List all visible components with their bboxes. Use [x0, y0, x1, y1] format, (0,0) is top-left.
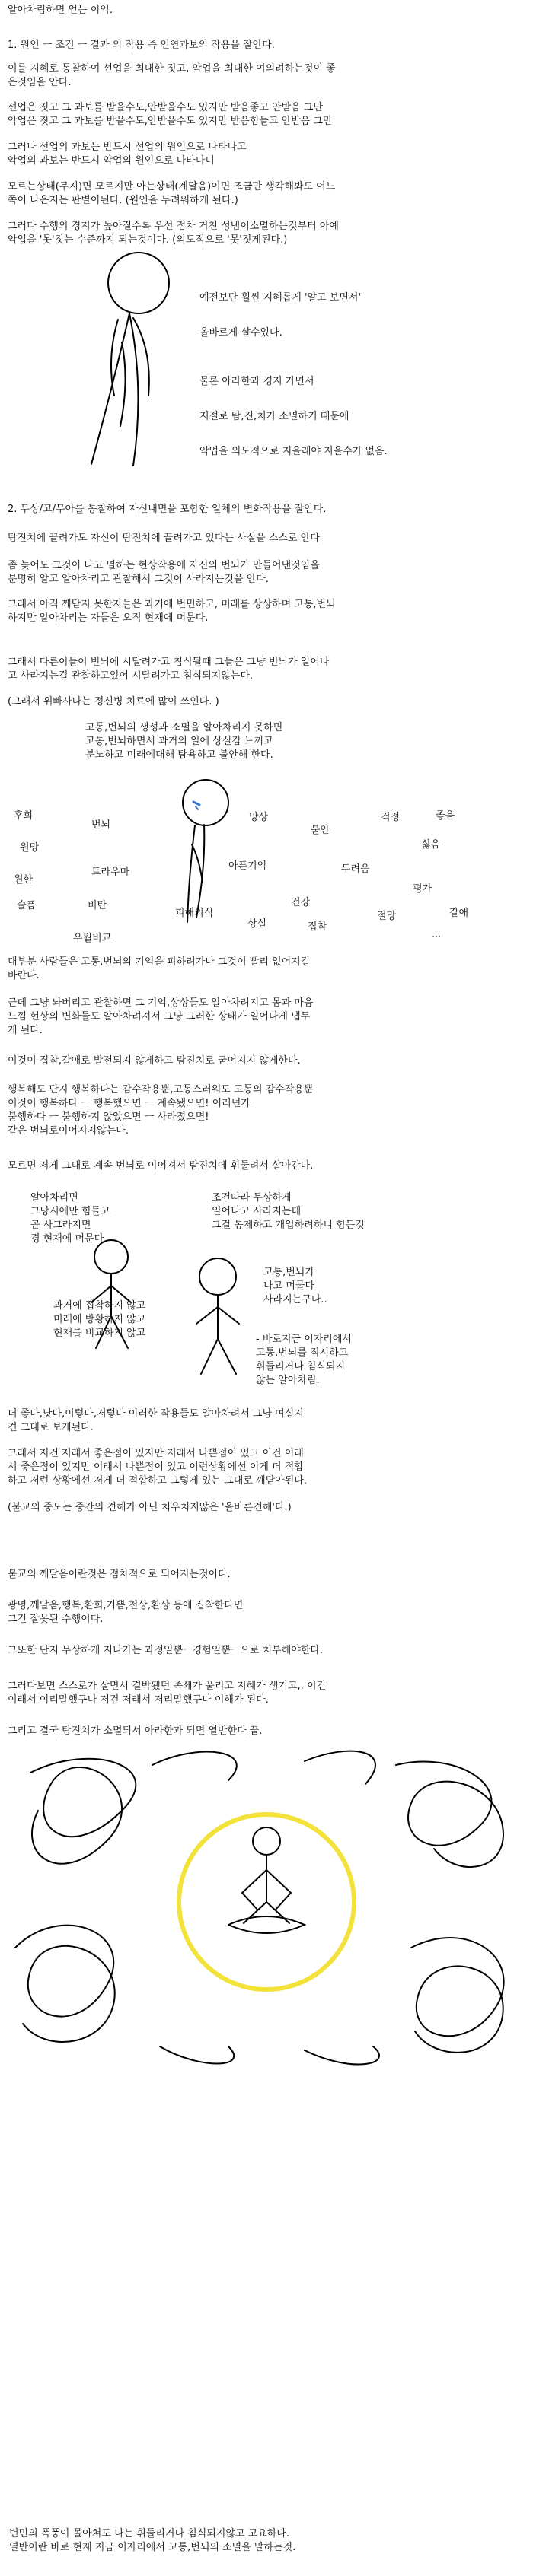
- text-line: 휘둘리거나 침식되지: [256, 1361, 346, 1372]
- text-line: 열반이란 바로 현재 지금 이자리에서 고통,번뇌의 소멸을 말하는것.: [9, 2542, 296, 2553]
- text-line: 이를 지혜로 통찰하여 선업을 최대한 짓고, 악업을 최대한 여의려하는것이 좋: [8, 63, 336, 75]
- text-line: 조건따라 무상하게: [212, 1192, 292, 1204]
- text-line: 경 현재에 머문다: [30, 1233, 104, 1245]
- page-header: 알아차림하면 얻는 이익.: [8, 5, 113, 16]
- emotion-word: 평가: [413, 883, 432, 895]
- figure1-text-4: 저절로 탐,진,치가 소멸하기 때문에: [199, 411, 349, 422]
- text-line: 그래서 다른이들이 번뇌에 시달려가고 침식될때 그들은 그냥 번뇌가 일어나: [8, 657, 330, 668]
- emotion-word: 번뇌: [91, 819, 111, 831]
- section3-paragraph-3: 그또한 단지 무상하게 지나가는 과정일뿐ㅡ경험일뿐ㅡ으로 치부해야한다.: [8, 1645, 324, 1656]
- text-line: 그러다 수행의 경지가 높아질수록 우선 점차 거친 성냄이소멸하는것부터 아예: [8, 221, 339, 232]
- section2-paragraph-1: 탐진치에 끌려가도 자신이 탐진치에 끌려가고 있다는 사실을 스스로 안다: [8, 533, 320, 544]
- emotion-word: 좋음: [436, 810, 455, 822]
- text-line: 견 그대로 보게된다.: [8, 1422, 94, 1433]
- section2-paragraph-5: (그래서 위빠사나는 정신병 치료에 많이 쓰인다. ): [8, 696, 219, 708]
- emotion-word: 건강: [291, 897, 311, 908]
- text-line: 번민의 폭풍이 몰아쳐도 나는 휘둘리거나 침식되지않고 고요하다.: [9, 2528, 289, 2539]
- section2-paragraph-8: 이것이 집착,갈애로 발전되지 않게하고 탐진치로 굳어지지 않게한다.: [8, 1055, 301, 1067]
- text-line: 악업을 '못'짓는 수준까지 되는것이다. (의도적으로 '못'짓게된다.): [8, 234, 288, 246]
- text-line: 분노하고 미래에대해 탐욕하고 불안해 한다.: [85, 749, 273, 761]
- text-line: 악업은 짓고 그 과보를 받을수도,안받을수도 있지만 받음힘들고 안받음 그만: [8, 116, 333, 127]
- text-line: 게 된다.: [8, 1025, 43, 1036]
- text-line: 그러나 선업의 과보는 반드시 선업의 원인으로 나타나고: [8, 142, 247, 153]
- text-line: 그걸 통제하고 개입하려하니 힘든것: [212, 1220, 365, 1231]
- section2-paragraph-13: (불교의 중도는 중간의 견해가 아닌 치우치지않은 '올바른견해'다.): [8, 1502, 292, 1513]
- text-line: 고통,번뇌하면서 과거의 일에 상실감 느끼고: [85, 736, 273, 747]
- text-line: 곧 사그라지면: [30, 1220, 91, 1231]
- text-line: 쪽이 나은지는 판별이된다. (원인을 두려워하게 된다.): [8, 195, 238, 206]
- storm-scribble: [411, 1938, 504, 2053]
- section1-title: 1. 원인 ㅡ 조건 ㅡ 결과 의 작용 즉 인연과보의 작용을 잘안다.: [8, 40, 275, 51]
- text-line: 그러다보면 스스로가 살면서 결박됐던 족쇄가 풀리고 지혜가 생기고,, 이건: [8, 1681, 327, 1692]
- section3-paragraph-5: 그리고 결국 탐진치가 소멸되서 아라한과 되면 열반한다 끝.: [8, 1725, 263, 1737]
- text-line: 하고 저런 상황에선 저게 더 적합하고 그렇게 있는 그대로 깨닫아된다.: [8, 1475, 307, 1487]
- text-line: 분명히 알고 알아차리고 관찰해서 그것이 사라지는것을 안다.: [8, 574, 269, 585]
- text-line: 서 좋은점이 있지만 이래서 나쁜점이 있고 이런상황에선 이게 더 적합: [8, 1461, 304, 1473]
- storm-scribble: [160, 2046, 379, 2065]
- text-line: 악업의 과보는 반드시 악업의 원인으로 나타나니: [8, 155, 215, 167]
- text-line: 과거에 집착하지 않고: [53, 1300, 146, 1312]
- section3-paragraph-1: 불교의 깨달음이란것은 점차적으로 되어지는것이다.: [8, 1569, 231, 1580]
- text-line: 더 좋다,낫다,이렇다,저렇다 이러한 작용들도 알아차려서 그냥 여실지: [8, 1408, 304, 1420]
- storm-scribble: [30, 1759, 136, 1864]
- emotion-word: 원한: [14, 874, 34, 886]
- emotion-word: 비탄: [88, 900, 107, 911]
- text-line: 대부분 사람들은 고통,번뇌의 기억을 피하려가나 그것이 빨리 없어지길: [8, 956, 311, 968]
- figure1-text-3: 물론 아라한과 경지 가면서: [199, 376, 314, 387]
- text-line: 은것임을 안다.: [8, 77, 72, 88]
- text-line: 선업은 짓고 그 과보를 받을수도,안받을수도 있지만 받음좋고 안받음 그만: [8, 102, 323, 113]
- emotion-word: 걱정: [381, 812, 401, 823]
- emotion-word: 아픈기억: [228, 860, 267, 872]
- text-line: 이래서 이리말했구나 저건 저래서 저리말했구나 이해가 된다.: [8, 1694, 269, 1706]
- text-line: 알아차리면: [30, 1192, 78, 1204]
- text-line: - 바로지금 이자리에서: [256, 1334, 352, 1345]
- emotion-word: 슬픔: [17, 900, 37, 911]
- emotion-word: 트라우마: [91, 867, 130, 878]
- emotion-word: 망상: [249, 812, 269, 823]
- figure1-text-1: 예전보단 훨씬 지혜롭게 '알고 보면서': [199, 292, 362, 304]
- text-line: 미래에 방황하지 않고: [53, 1314, 146, 1325]
- emotion-word: 후회: [14, 810, 34, 822]
- figure1-text-5: 악업을 의도적으로 지을래야 지을수가 없음.: [199, 446, 388, 457]
- section2-title: 2. 무상/고/무아를 통찰하여 자신내면을 포함한 일체의 변화작용을 잘안다.: [8, 504, 327, 515]
- emotion-word: 절망: [377, 911, 397, 922]
- emotion-word: 싫음: [421, 839, 441, 851]
- text-line: 같은 번뇌로이어지지않는다.: [8, 1125, 129, 1137]
- figure1-text-2: 올바르게 살수있다.: [199, 327, 282, 339]
- emotion-word: 두려움: [341, 863, 370, 875]
- emotion-word: 집착: [308, 921, 327, 933]
- text-line: 일어나고 사라지는데: [212, 1206, 302, 1217]
- text-line: 좀 늦어도 그것이 나고 멸하는 현상작용에 자신의 번뇌가 만들어낸것임을: [8, 560, 320, 571]
- emotion-word: 우월비교: [73, 933, 112, 944]
- text-line: 불행하다 ㅡ 불행하지 않았으면 ㅡ 사라졌으면!: [8, 1111, 209, 1123]
- text-line: 현재를 비교하지 않고: [53, 1328, 146, 1339]
- emotion-word: 갈애: [449, 908, 469, 919]
- text-line: 바란다.: [8, 970, 40, 981]
- text-line: 이것이 행복하다 ㅡ 행복했으면 ㅡ 계속됐으면! 이러던가: [8, 1098, 251, 1109]
- text-line: 그래서 저건 저래서 좋은점이 있지만 저래서 나쁜점이 있고 이건 이래: [8, 1448, 304, 1459]
- text-line: 그래서 아직 깨닫지 못한자들은 과거에 번민하고, 미래를 상상하며 고통,번뇌: [8, 599, 336, 610]
- section2-paragraph-10: 모르면 저게 그대로 계속 번뇌로 이어져서 탐진치에 휘둘려서 살아간다.: [8, 1160, 314, 1172]
- text-line: 느낌 현상의 변화들도 알아차려져서 그냥 그러한 상태가 일어나게 냅두: [8, 1011, 311, 1022]
- emotion-word: 피해의식: [175, 908, 214, 919]
- text-line: 고통,번뇌가: [263, 1267, 314, 1278]
- text-line: 하지만 알아차리는 자들은 오직 현재에 머문다.: [8, 612, 209, 624]
- text-line: 고통,번뇌의 생성과 소멸을 알아차리지 못하면: [85, 722, 283, 733]
- storm-scribble: [15, 1926, 115, 2042]
- emotion-word: 원망: [20, 842, 40, 854]
- text-line: 그건 잘못된 수행이다.: [8, 1614, 104, 1625]
- text-line: 나고 머물다: [263, 1280, 314, 1292]
- text-line: 근데 그냥 놔버리고 관찰하면 그 기억,상상들도 알아차려지고 몸과 마음: [8, 997, 314, 1009]
- text-line: 행복해도 단지 행복하다는 감수작용뿐,고통스러워도 고통의 감수작용뿐: [8, 1084, 314, 1096]
- storm-scribble: [152, 1751, 375, 1784]
- emotion-word: 불안: [311, 825, 330, 836]
- emotion-word: 상실: [247, 918, 267, 930]
- emotion-word: ...: [432, 929, 442, 940]
- text-line: 광명,깨달음,행복,환희,기쁨,천상,환상 등에 집착한다면: [8, 1600, 244, 1611]
- text-line: 그당시에만 힘들고: [30, 1206, 110, 1217]
- text-line: 고통,번뇌를 직시하고: [256, 1347, 349, 1359]
- text-line: 모르는상태(무지)면 모르지만 아는상태(계달음)이면 조금만 생각해봐도 어느: [8, 181, 336, 192]
- final-message: [9, 2527, 295, 2555]
- storm-scribble: [396, 1761, 503, 1867]
- text-line: 않는 알아차림.: [256, 1375, 320, 1386]
- text-line: 사라지는구나..: [263, 1294, 327, 1305]
- text-line: 고 사라지는걸 관찰하고있어 시달려가고 침식되지않는다.: [8, 670, 254, 682]
